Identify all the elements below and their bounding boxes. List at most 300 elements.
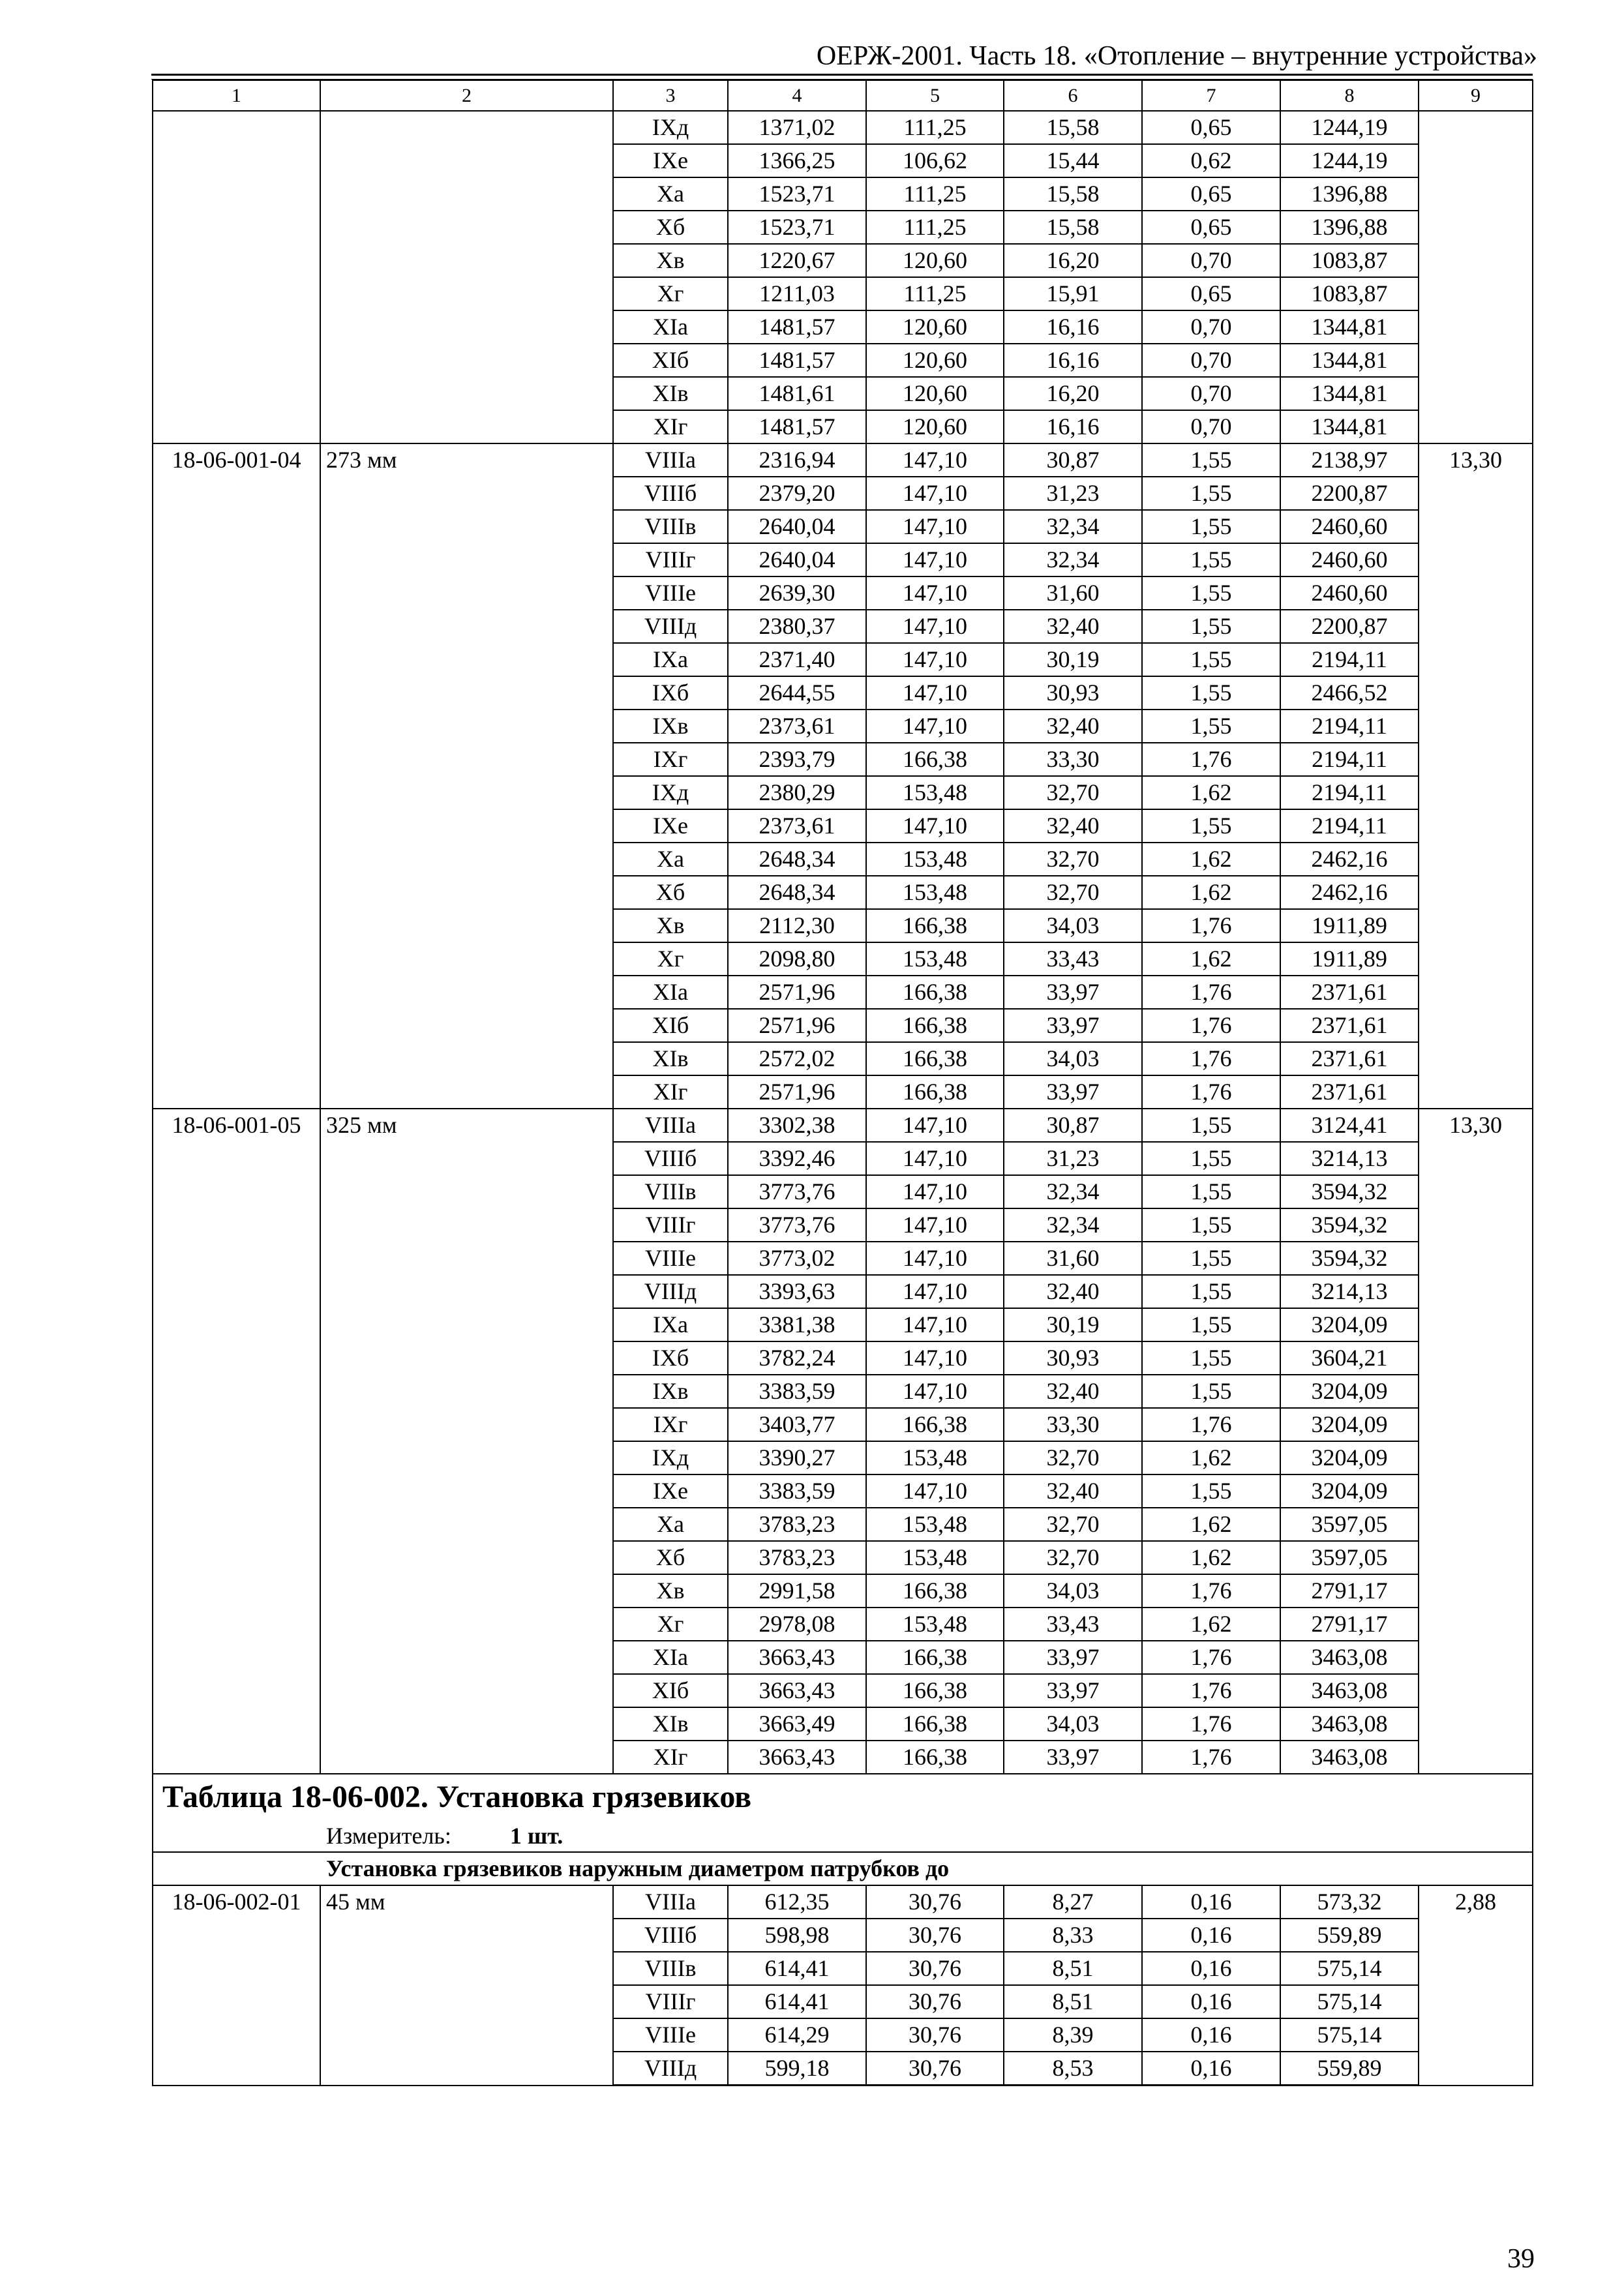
zone-cell: IXа — [613, 643, 728, 676]
value-cell: 1523,71 — [728, 211, 866, 244]
zone-cell: VIIIв — [613, 1175, 728, 1208]
zone-cell: Xг — [613, 277, 728, 310]
zone-cell: IXв — [613, 710, 728, 743]
value-cell: 559,89 — [1280, 1919, 1419, 1952]
value-cell: 1,55 — [1142, 1341, 1280, 1375]
value-cell: 31,23 — [1004, 477, 1142, 510]
zone-cell: XIа — [613, 310, 728, 344]
value-cell: 573,32 — [1280, 1885, 1419, 1919]
page-number: 39 — [1507, 2244, 1535, 2274]
value-cell: 147,10 — [866, 543, 1004, 576]
value-cell: 1,55 — [1142, 1242, 1280, 1275]
value-cell: 15,58 — [1004, 111, 1142, 144]
column-number-cell: 7 — [1142, 80, 1280, 111]
value-cell: 3204,09 — [1280, 1308, 1419, 1341]
value-cell: 32,34 — [1004, 1208, 1142, 1242]
zone-cell: XIг — [613, 410, 728, 443]
value-cell: 1220,67 — [728, 244, 866, 277]
value-cell: 33,97 — [1004, 1009, 1142, 1042]
unit-cell — [153, 1820, 1533, 1852]
value-cell: 8,27 — [1004, 1885, 1142, 1919]
value-cell: 147,10 — [866, 1474, 1004, 1508]
value-cell: 16,16 — [1004, 344, 1142, 377]
zone-cell: XIб — [613, 1009, 728, 1042]
value-cell: 30,93 — [1004, 676, 1142, 710]
zone-cell: VIIIа — [613, 443, 728, 477]
value-cell: 30,76 — [866, 1919, 1004, 1952]
value-cell: 147,10 — [866, 1375, 1004, 1408]
value-cell: 30,87 — [1004, 443, 1142, 477]
value-cell: 166,38 — [866, 1408, 1004, 1441]
value-cell: 2380,29 — [728, 776, 866, 809]
value-cell: 147,10 — [866, 610, 1004, 643]
value-cell: 120,60 — [866, 377, 1004, 410]
value-cell: 2194,11 — [1280, 710, 1419, 743]
value-cell: 598,98 — [728, 1919, 866, 1952]
value-cell: 166,38 — [866, 1641, 1004, 1674]
value-cell: 1244,19 — [1280, 144, 1419, 177]
value-cell: 32,70 — [1004, 843, 1142, 876]
column-number-cell: 3 — [613, 80, 728, 111]
value-cell: 2640,04 — [728, 510, 866, 543]
value-cell: 2194,11 — [1280, 809, 1419, 843]
zone-cell: VIIIг — [613, 543, 728, 576]
value-cell: 2393,79 — [728, 743, 866, 776]
value-cell: 1,76 — [1142, 909, 1280, 942]
value-cell: 2371,61 — [1280, 1075, 1419, 1109]
value-cell: 147,10 — [866, 676, 1004, 710]
zone-cell: VIIIб — [613, 477, 728, 510]
value-cell: 33,97 — [1004, 1674, 1142, 1707]
value-cell: 1,62 — [1142, 942, 1280, 976]
value-cell: 3594,32 — [1280, 1242, 1419, 1275]
value-cell: 34,03 — [1004, 1574, 1142, 1608]
value-cell: 1911,89 — [1280, 942, 1419, 976]
value-cell: 1481,61 — [728, 377, 866, 410]
value-cell: 16,16 — [1004, 410, 1142, 443]
value-cell: 612,35 — [728, 1885, 866, 1919]
value-cell: 32,40 — [1004, 1375, 1142, 1408]
zone-cell: Xв — [613, 909, 728, 942]
running-header: ОЕРЖ-2001. Часть 18. «Отопление – внутренние устройства» — [816, 41, 1537, 71]
value-cell: 120,60 — [866, 244, 1004, 277]
value-cell: 1,55 — [1142, 1142, 1280, 1175]
value-cell: 1,76 — [1142, 1042, 1280, 1075]
zone-cell: VIIIб — [613, 1142, 728, 1175]
value-cell: 111,25 — [866, 111, 1004, 144]
value-cell: 16,20 — [1004, 377, 1142, 410]
value-cell: 3214,13 — [1280, 1142, 1419, 1175]
zone-cell: Xа — [613, 1508, 728, 1541]
value-cell: 3392,46 — [728, 1142, 866, 1175]
value-cell: 153,48 — [866, 942, 1004, 976]
value-cell: 1344,81 — [1280, 410, 1419, 443]
table-title-row — [153, 1774, 1533, 1820]
value-cell: 120,60 — [866, 310, 1004, 344]
header-rule — [151, 74, 1533, 76]
value-cell: 1,55 — [1142, 510, 1280, 543]
value-cell: 3204,09 — [1280, 1375, 1419, 1408]
value-cell: 31,60 — [1004, 1242, 1142, 1275]
value-cell: 1,76 — [1142, 1408, 1280, 1441]
zone-cell: Xб — [613, 211, 728, 244]
table-body — [153, 80, 1533, 2086]
value-cell: 1,76 — [1142, 1075, 1280, 1109]
value-cell: 32,40 — [1004, 1275, 1142, 1308]
value-cell: 0,65 — [1142, 177, 1280, 211]
zone-cell: VIIIе — [613, 576, 728, 610]
zone-cell: VIIIд — [613, 1275, 728, 1308]
value-cell: 2194,11 — [1280, 743, 1419, 776]
value-cell: 1523,71 — [728, 177, 866, 211]
value-cell: 147,10 — [866, 643, 1004, 676]
value-cell: 32,40 — [1004, 610, 1142, 643]
value-cell: 153,48 — [866, 776, 1004, 809]
value-cell: 1,55 — [1142, 543, 1280, 576]
value-cell: 2194,11 — [1280, 776, 1419, 809]
value-cell: 0,16 — [1142, 1985, 1280, 2018]
zone-cell: IXв — [613, 1375, 728, 1408]
value-cell: 2648,34 — [728, 843, 866, 876]
value-cell: 3463,08 — [1280, 1707, 1419, 1741]
zone-cell: XIб — [613, 344, 728, 377]
zone-cell: Xб — [613, 876, 728, 909]
value-cell: 1,62 — [1142, 776, 1280, 809]
value-cell: 16,16 — [1004, 310, 1142, 344]
value-cell: 33,97 — [1004, 1741, 1142, 1774]
value-cell: 0,16 — [1142, 1919, 1280, 1952]
weight-cell: 2,88 — [1419, 1885, 1533, 2086]
value-cell: 166,38 — [866, 1075, 1004, 1109]
value-cell: 1,62 — [1142, 1508, 1280, 1541]
value-cell: 153,48 — [866, 1508, 1004, 1541]
value-cell: 32,70 — [1004, 776, 1142, 809]
value-cell: 111,25 — [866, 177, 1004, 211]
value-cell: 1083,87 — [1280, 277, 1419, 310]
value-cell: 1344,81 — [1280, 344, 1419, 377]
value-cell: 34,03 — [1004, 909, 1142, 942]
value-cell: 1396,88 — [1280, 177, 1419, 211]
value-cell: 166,38 — [866, 743, 1004, 776]
value-cell: 0,16 — [1142, 1952, 1280, 1985]
value-cell: 3383,59 — [728, 1375, 866, 1408]
value-cell: 3204,09 — [1280, 1474, 1419, 1508]
value-cell: 1,62 — [1142, 876, 1280, 909]
value-cell: 3594,32 — [1280, 1208, 1419, 1242]
column-number-cell: 8 — [1280, 80, 1419, 111]
value-cell: 2112,30 — [728, 909, 866, 942]
value-cell: 1481,57 — [728, 310, 866, 344]
value-cell: 16,20 — [1004, 244, 1142, 277]
value-cell: 1366,25 — [728, 144, 866, 177]
value-cell: 153,48 — [866, 1441, 1004, 1474]
value-cell: 599,18 — [728, 2052, 866, 2086]
value-cell: 2644,55 — [728, 676, 866, 710]
value-cell: 8,53 — [1004, 2052, 1142, 2086]
value-cell: 3783,23 — [728, 1508, 866, 1541]
value-cell: 0,70 — [1142, 244, 1280, 277]
value-cell: 1344,81 — [1280, 377, 1419, 410]
value-cell: 166,38 — [866, 1707, 1004, 1741]
zone-cell: XIб — [613, 1674, 728, 1707]
zone-cell: XIг — [613, 1741, 728, 1774]
value-cell: 166,38 — [866, 1574, 1004, 1608]
value-cell: 2978,08 — [728, 1608, 866, 1641]
value-cell: 147,10 — [866, 1341, 1004, 1375]
value-cell: 147,10 — [866, 443, 1004, 477]
zone-cell: Xг — [613, 1608, 728, 1641]
value-cell: 1,55 — [1142, 576, 1280, 610]
value-cell: 32,34 — [1004, 543, 1142, 576]
value-cell: 31,23 — [1004, 1142, 1142, 1175]
value-cell: 3124,41 — [1280, 1109, 1419, 1142]
zone-cell: VIIIг — [613, 1208, 728, 1242]
value-cell: 1,76 — [1142, 1707, 1280, 1741]
value-cell: 3663,43 — [728, 1641, 866, 1674]
value-cell: 2371,40 — [728, 643, 866, 676]
value-cell: 1,76 — [1142, 1674, 1280, 1707]
resource-code-cell — [153, 111, 320, 443]
value-cell: 3463,08 — [1280, 1741, 1419, 1774]
value-cell: 3393,63 — [728, 1275, 866, 1308]
value-cell: 153,48 — [866, 1608, 1004, 1641]
value-cell: 120,60 — [866, 410, 1004, 443]
zone-cell: XIг — [613, 1075, 728, 1109]
zone-cell: IXд — [613, 776, 728, 809]
value-cell: 2791,17 — [1280, 1608, 1419, 1641]
value-cell: 30,19 — [1004, 643, 1142, 676]
value-cell: 2791,17 — [1280, 1574, 1419, 1608]
zone-cell: VIIIа — [613, 1885, 728, 1919]
value-cell: 1481,57 — [728, 344, 866, 377]
value-cell: 1,55 — [1142, 610, 1280, 643]
resource-code-cell: 18-06-001-05 — [153, 1109, 320, 1774]
value-cell: 147,10 — [866, 809, 1004, 843]
zone-cell: VIIIб — [613, 1919, 728, 1952]
value-cell: 32,40 — [1004, 710, 1142, 743]
value-cell: 3594,32 — [1280, 1175, 1419, 1208]
value-cell: 147,10 — [866, 1208, 1004, 1242]
zone-cell: VIIIд — [613, 610, 728, 643]
value-cell: 32,34 — [1004, 1175, 1142, 1208]
value-cell: 2380,37 — [728, 610, 866, 643]
zone-cell: XIв — [613, 1707, 728, 1741]
value-cell: 2571,96 — [728, 1075, 866, 1109]
value-cell: 166,38 — [866, 909, 1004, 942]
zone-cell: IXб — [613, 676, 728, 710]
value-cell: 2640,04 — [728, 543, 866, 576]
value-cell: 3597,05 — [1280, 1541, 1419, 1574]
zone-cell: Xа — [613, 843, 728, 876]
value-cell: 0,65 — [1142, 111, 1280, 144]
zone-cell: XIв — [613, 377, 728, 410]
value-cell: 0,62 — [1142, 144, 1280, 177]
value-cell: 3782,24 — [728, 1341, 866, 1375]
value-cell: 33,97 — [1004, 1075, 1142, 1109]
value-cell: 2379,20 — [728, 477, 866, 510]
table-row — [153, 1885, 1533, 1919]
column-number-cell: 5 — [866, 80, 1004, 111]
value-cell: 166,38 — [866, 976, 1004, 1009]
resource-code-cell: 18-06-002-01 — [153, 1885, 320, 2086]
value-cell: 111,25 — [866, 211, 1004, 244]
value-cell: 559,89 — [1280, 2052, 1419, 2086]
diameter-cell: 45 мм — [320, 1885, 613, 2086]
zone-cell: Xв — [613, 244, 728, 277]
value-cell: 30,76 — [866, 2052, 1004, 2086]
diameter-cell: 273 мм — [320, 443, 613, 1109]
zone-cell: IXг — [613, 743, 728, 776]
value-cell: 1083,87 — [1280, 244, 1419, 277]
value-cell: 166,38 — [866, 1009, 1004, 1042]
column-number-cell: 9 — [1419, 80, 1533, 111]
value-cell: 3773,76 — [728, 1175, 866, 1208]
value-cell: 3663,49 — [728, 1707, 866, 1741]
value-cell: 3463,08 — [1280, 1674, 1419, 1707]
value-cell: 3302,38 — [728, 1109, 866, 1142]
column-number-row — [153, 80, 1533, 111]
value-cell: 1,55 — [1142, 477, 1280, 510]
value-cell: 15,44 — [1004, 144, 1142, 177]
value-cell: 2571,96 — [728, 1009, 866, 1042]
value-cell: 1,55 — [1142, 809, 1280, 843]
zone-cell: IXа — [613, 1308, 728, 1341]
value-cell: 31,60 — [1004, 576, 1142, 610]
value-cell: 3783,23 — [728, 1541, 866, 1574]
value-cell: 3663,43 — [728, 1741, 866, 1774]
value-cell: 3403,77 — [728, 1408, 866, 1441]
value-cell: 2371,61 — [1280, 1042, 1419, 1075]
zone-cell: VIIIд — [613, 2052, 728, 2086]
value-cell: 32,34 — [1004, 510, 1142, 543]
value-cell: 0,70 — [1142, 344, 1280, 377]
value-cell: 1371,02 — [728, 111, 866, 144]
value-cell: 30,93 — [1004, 1341, 1142, 1375]
value-cell: 2460,60 — [1280, 510, 1419, 543]
value-cell: 32,70 — [1004, 876, 1142, 909]
table-title: Таблица 18-06-002. Установка грязевиков — [153, 1774, 1533, 1820]
value-cell: 147,10 — [866, 1142, 1004, 1175]
value-cell: 33,30 — [1004, 1408, 1142, 1441]
value-cell: 166,38 — [866, 1674, 1004, 1707]
value-cell: 33,30 — [1004, 743, 1142, 776]
table-row — [153, 443, 1533, 477]
zone-cell: IXг — [613, 1408, 728, 1441]
value-cell: 0,16 — [1142, 2052, 1280, 2086]
value-cell: 0,70 — [1142, 377, 1280, 410]
value-cell: 1,62 — [1142, 1441, 1280, 1474]
value-cell: 1,55 — [1142, 443, 1280, 477]
value-cell: 1,76 — [1142, 1574, 1280, 1608]
value-cell: 2462,16 — [1280, 876, 1419, 909]
zone-cell: XIа — [613, 976, 728, 1009]
value-cell: 0,16 — [1142, 2018, 1280, 2052]
value-cell: 32,40 — [1004, 809, 1142, 843]
value-cell: 1,76 — [1142, 976, 1280, 1009]
value-cell: 1396,88 — [1280, 211, 1419, 244]
zone-cell: VIIIе — [613, 1242, 728, 1275]
value-cell: 3390,27 — [728, 1441, 866, 1474]
value-cell: 1,55 — [1142, 1474, 1280, 1508]
value-cell: 2639,30 — [728, 576, 866, 610]
value-cell: 30,76 — [866, 1885, 1004, 1919]
value-cell: 147,10 — [866, 710, 1004, 743]
value-cell: 33,43 — [1004, 942, 1142, 976]
value-cell: 2098,80 — [728, 942, 866, 976]
value-cell: 3381,38 — [728, 1308, 866, 1341]
zone-cell: IXд — [613, 1441, 728, 1474]
value-cell: 30,87 — [1004, 1109, 1142, 1142]
value-cell: 1,55 — [1142, 1208, 1280, 1242]
value-cell: 2571,96 — [728, 976, 866, 1009]
value-cell: 0,70 — [1142, 310, 1280, 344]
unit-row — [153, 1820, 1533, 1852]
value-cell: 2200,87 — [1280, 477, 1419, 510]
diameter-cell — [320, 111, 613, 443]
table-row — [153, 1109, 1533, 1142]
value-cell: 614,41 — [728, 1952, 866, 1985]
table-row — [153, 111, 1533, 144]
value-cell: 1481,57 — [728, 410, 866, 443]
value-cell: 15,58 — [1004, 177, 1142, 211]
zone-cell: VIIIа — [613, 1109, 728, 1142]
value-cell: 1,55 — [1142, 643, 1280, 676]
value-cell: 2373,61 — [728, 710, 866, 743]
value-cell: 1,55 — [1142, 1375, 1280, 1408]
zone-cell: XIв — [613, 1042, 728, 1075]
value-cell: 575,14 — [1280, 2018, 1419, 2052]
value-cell: 147,10 — [866, 1242, 1004, 1275]
value-cell: 3604,21 — [1280, 1341, 1419, 1375]
value-cell: 153,48 — [866, 1541, 1004, 1574]
value-cell: 111,25 — [866, 277, 1004, 310]
value-cell: 2462,16 — [1280, 843, 1419, 876]
value-cell: 147,10 — [866, 477, 1004, 510]
value-cell: 2572,02 — [728, 1042, 866, 1075]
value-cell: 30,76 — [866, 2018, 1004, 2052]
value-cell: 8,33 — [1004, 1919, 1142, 1952]
value-cell: 3663,43 — [728, 1674, 866, 1707]
value-cell: 34,03 — [1004, 1042, 1142, 1075]
value-cell: 1,76 — [1142, 1009, 1280, 1042]
section-header: Установка грязевиков наружным диаметром патрубков до — [153, 1852, 1533, 1885]
value-cell: 153,48 — [866, 843, 1004, 876]
value-cell: 3773,02 — [728, 1242, 866, 1275]
value-cell: 30,19 — [1004, 1308, 1142, 1341]
value-cell: 1,76 — [1142, 1741, 1280, 1774]
zone-cell: VIIIв — [613, 1952, 728, 1985]
value-cell: 147,10 — [866, 1275, 1004, 1308]
value-cell: 0,65 — [1142, 277, 1280, 310]
zone-cell: XIа — [613, 1641, 728, 1674]
value-cell: 1,55 — [1142, 1175, 1280, 1208]
column-number-cell: 2 — [320, 80, 613, 111]
zone-cell: Xг — [613, 942, 728, 976]
value-cell: 147,10 — [866, 576, 1004, 610]
value-cell: 3214,13 — [1280, 1275, 1419, 1308]
value-cell: 2648,34 — [728, 876, 866, 909]
zone-cell: IXд — [613, 111, 728, 144]
value-cell: 166,38 — [866, 1042, 1004, 1075]
value-cell: 3204,09 — [1280, 1408, 1419, 1441]
unit-value: 1 шт. — [509, 1823, 564, 1849]
zone-cell: IXб — [613, 1341, 728, 1375]
value-cell: 3383,59 — [728, 1474, 866, 1508]
price-table — [152, 80, 1533, 2086]
value-cell: 30,76 — [866, 1985, 1004, 2018]
zone-cell: VIIIв — [613, 510, 728, 543]
resource-code-cell: 18-06-001-04 — [153, 443, 320, 1109]
